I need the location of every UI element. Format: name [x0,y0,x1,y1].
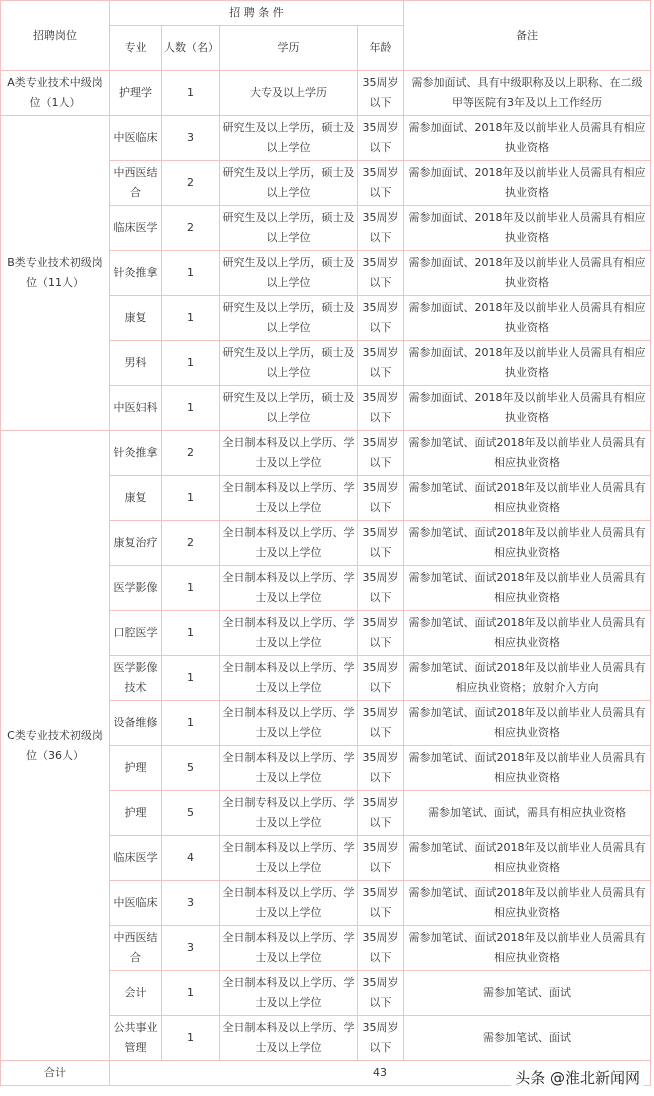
major-cell: 中西医结合 [110,161,162,206]
education-cell: 研究生及以上学历，硕士及以上学位 [220,206,358,251]
count-cell: 3 [162,116,220,161]
table-row [1,431,651,476]
remark-cell: 需参加笔试、面试2018年及以前毕业人员需具有相应执业资格 [404,521,651,566]
header-post: 招聘岗位 [1,1,110,71]
header-remark: 备注 [404,1,651,71]
count-cell: 1 [162,296,220,341]
major-cell: 护理学 [110,71,162,116]
count-cell: 1 [162,251,220,296]
age-cell: 35周岁以下 [358,566,404,611]
age-cell: 35周岁以下 [358,926,404,971]
major-cell: 临床医学 [110,206,162,251]
table-row [1,71,651,116]
remark-cell: 需参加面试、2018年及以前毕业人员需具有相应执业资格 [404,161,651,206]
age-cell: 35周岁以下 [358,386,404,431]
count-cell: 1 [162,701,220,746]
remark-cell: 需参加笔试、面试2018年及以前毕业人员需具有相应执业资格 [404,431,651,476]
education-cell: 全日制本科及以上学历、学士及以上学位 [220,521,358,566]
remark-cell: 需参加笔试、面试 [404,971,651,1016]
education-cell: 全日制本科及以上学历、学士及以上学位 [220,566,358,611]
major-cell: 中西医结合 [110,926,162,971]
age-cell: 35周岁以下 [358,431,404,476]
major-cell: 医学影像技术 [110,656,162,701]
major-cell: 康复 [110,476,162,521]
remark-cell: 需参加面试、2018年及以前毕业人员需具有相应执业资格 [404,206,651,251]
header-conditions: 招 聘 条 件 [110,1,404,26]
count-cell: 5 [162,791,220,836]
education-cell: 全日制专科及以上学历、学士及以上学位 [220,791,358,836]
header-age: 年龄 [358,26,404,71]
count-cell: 3 [162,881,220,926]
major-cell: 护理 [110,791,162,836]
count-cell: 2 [162,431,220,476]
major-cell: 公共事业管理 [110,1016,162,1061]
count-cell: 5 [162,746,220,791]
age-cell: 35周岁以下 [358,521,404,566]
count-cell: 1 [162,971,220,1016]
remark-cell: 需参加面试、2018年及以前毕业人员需具有相应执业资格 [404,296,651,341]
count-cell: 1 [162,341,220,386]
education-cell: 研究生及以上学历，硕士及以上学位 [220,386,358,431]
remark-cell: 需参加笔试、面试2018年及以前毕业人员需具有相应执业资格 [404,926,651,971]
header-major: 专业 [110,26,162,71]
remark-cell: 需参加笔试、面试2018年及以前毕业人员需具有相应执业资格 [404,746,651,791]
education-cell: 全日制本科及以上学历、学士及以上学位 [220,431,358,476]
count-cell: 1 [162,566,220,611]
age-cell: 35周岁以下 [358,701,404,746]
education-cell: 全日制本科及以上学历、学士及以上学位 [220,611,358,656]
age-cell: 35周岁以下 [358,791,404,836]
age-cell: 35周岁以下 [358,656,404,701]
remark-cell: 需参加笔试、面试2018年及以前毕业人员需具有相应执业资格 [404,566,651,611]
age-cell: 35周岁以下 [358,881,404,926]
remark-cell: 需参加面试、2018年及以前毕业人员需具有相应执业资格 [404,251,651,296]
total-label: 合计 [1,1061,110,1086]
post-category-cell: C类专业技术初级岗位（36人） [1,431,110,1061]
education-cell: 全日制本科及以上学历、学士及以上学位 [220,926,358,971]
total-value: 43 [110,1061,651,1086]
education-cell: 大专及以上学历 [220,71,358,116]
age-cell: 35周岁以下 [358,116,404,161]
count-cell: 1 [162,1016,220,1061]
major-cell: 设备维修 [110,701,162,746]
education-cell: 研究生及以上学历，硕士及以上学位 [220,251,358,296]
age-cell: 35周岁以下 [358,206,404,251]
age-cell: 35周岁以下 [358,296,404,341]
major-cell: 护理 [110,746,162,791]
remark-cell: 需参加笔试、面试2018年及以前毕业人员需具有相应执业资格 [404,476,651,521]
education-cell: 研究生及以上学历，硕士及以上学位 [220,296,358,341]
age-cell: 35周岁以下 [358,251,404,296]
major-cell: 口腔医学 [110,611,162,656]
major-cell: 针灸推拿 [110,431,162,476]
education-cell: 全日制本科及以上学历、学士及以上学位 [220,836,358,881]
major-cell: 中医临床 [110,881,162,926]
count-cell: 1 [162,71,220,116]
major-cell: 康复 [110,296,162,341]
count-cell: 2 [162,206,220,251]
major-cell: 会计 [110,971,162,1016]
age-cell: 35周岁以下 [358,71,404,116]
header-count: 人数（名） [162,26,220,71]
age-cell: 35周岁以下 [358,341,404,386]
remark-cell: 需参加面试、2018年及以前毕业人员需具有相应执业资格 [404,116,651,161]
major-cell: 针灸推拿 [110,251,162,296]
count-cell: 2 [162,161,220,206]
count-cell: 3 [162,926,220,971]
post-category-cell: A类专业技术中级岗位（1人） [1,71,110,116]
remark-cell: 需参加面试、2018年及以前毕业人员需具有相应执业资格 [404,341,651,386]
table-row [1,116,651,161]
remark-cell: 需参加笔试、面试2018年及以前毕业人员需具有相应执业资格 [404,701,651,746]
age-cell: 35周岁以下 [358,476,404,521]
major-cell: 中医临床 [110,116,162,161]
education-cell: 全日制本科及以上学历、学士及以上学位 [220,701,358,746]
remark-cell: 需参加笔试、面试，需具有相应执业资格 [404,791,651,836]
education-cell: 全日制本科及以上学历、学士及以上学位 [220,881,358,926]
remark-cell: 需参加笔试、面试 [404,1016,651,1061]
education-cell: 研究生及以上学历，硕士及以上学位 [220,341,358,386]
age-cell: 35周岁以下 [358,1016,404,1061]
post-category-cell: B类专业技术初级岗位（11人） [1,116,110,431]
count-cell: 1 [162,611,220,656]
education-cell: 研究生及以上学历，硕士及以上学位 [220,116,358,161]
major-cell: 临床医学 [110,836,162,881]
age-cell: 35周岁以下 [358,161,404,206]
remark-cell: 需参加笔试、面试2018年及以前毕业人员需具有相应执业资格 [404,611,651,656]
count-cell: 1 [162,476,220,521]
age-cell: 35周岁以下 [358,746,404,791]
education-cell: 全日制本科及以上学历、学士及以上学位 [220,476,358,521]
age-cell: 35周岁以下 [358,611,404,656]
remark-cell: 需参加面试、具有中级职称及以上职称、在二级甲等医院有3年及以上工作经历 [404,71,651,116]
remark-cell: 需参加笔试、面试2018年及以前毕业人员需具有相应执业资格；放射介入方向 [404,656,651,701]
education-cell: 全日制本科及以上学历、学士及以上学位 [220,656,358,701]
major-cell: 男科 [110,341,162,386]
count-cell: 4 [162,836,220,881]
remark-cell: 需参加笔试、面试2018年及以前毕业人员需具有相应执业资格 [404,836,651,881]
source-watermark: 头条 @淮北新闻网 [511,1067,644,1088]
age-cell: 35周岁以下 [358,971,404,1016]
major-cell: 医学影像 [110,566,162,611]
count-cell: 1 [162,386,220,431]
education-cell: 全日制本科及以上学历、学士及以上学位 [220,971,358,1016]
major-cell: 中医妇科 [110,386,162,431]
count-cell: 2 [162,521,220,566]
education-cell: 研究生及以上学历，硕士及以上学位 [220,161,358,206]
remark-cell: 需参加笔试、面试2018年及以前毕业人员需具有相应执业资格 [404,881,651,926]
header-education: 学历 [220,26,358,71]
remark-cell: 需参加面试、2018年及以前毕业人员需具有相应执业资格 [404,386,651,431]
major-cell: 康复治疗 [110,521,162,566]
education-cell: 全日制本科及以上学历、学士及以上学位 [220,746,358,791]
age-cell: 35周岁以下 [358,836,404,881]
count-cell: 1 [162,656,220,701]
education-cell: 全日制本科及以上学历、学士及以上学位 [220,1016,358,1061]
